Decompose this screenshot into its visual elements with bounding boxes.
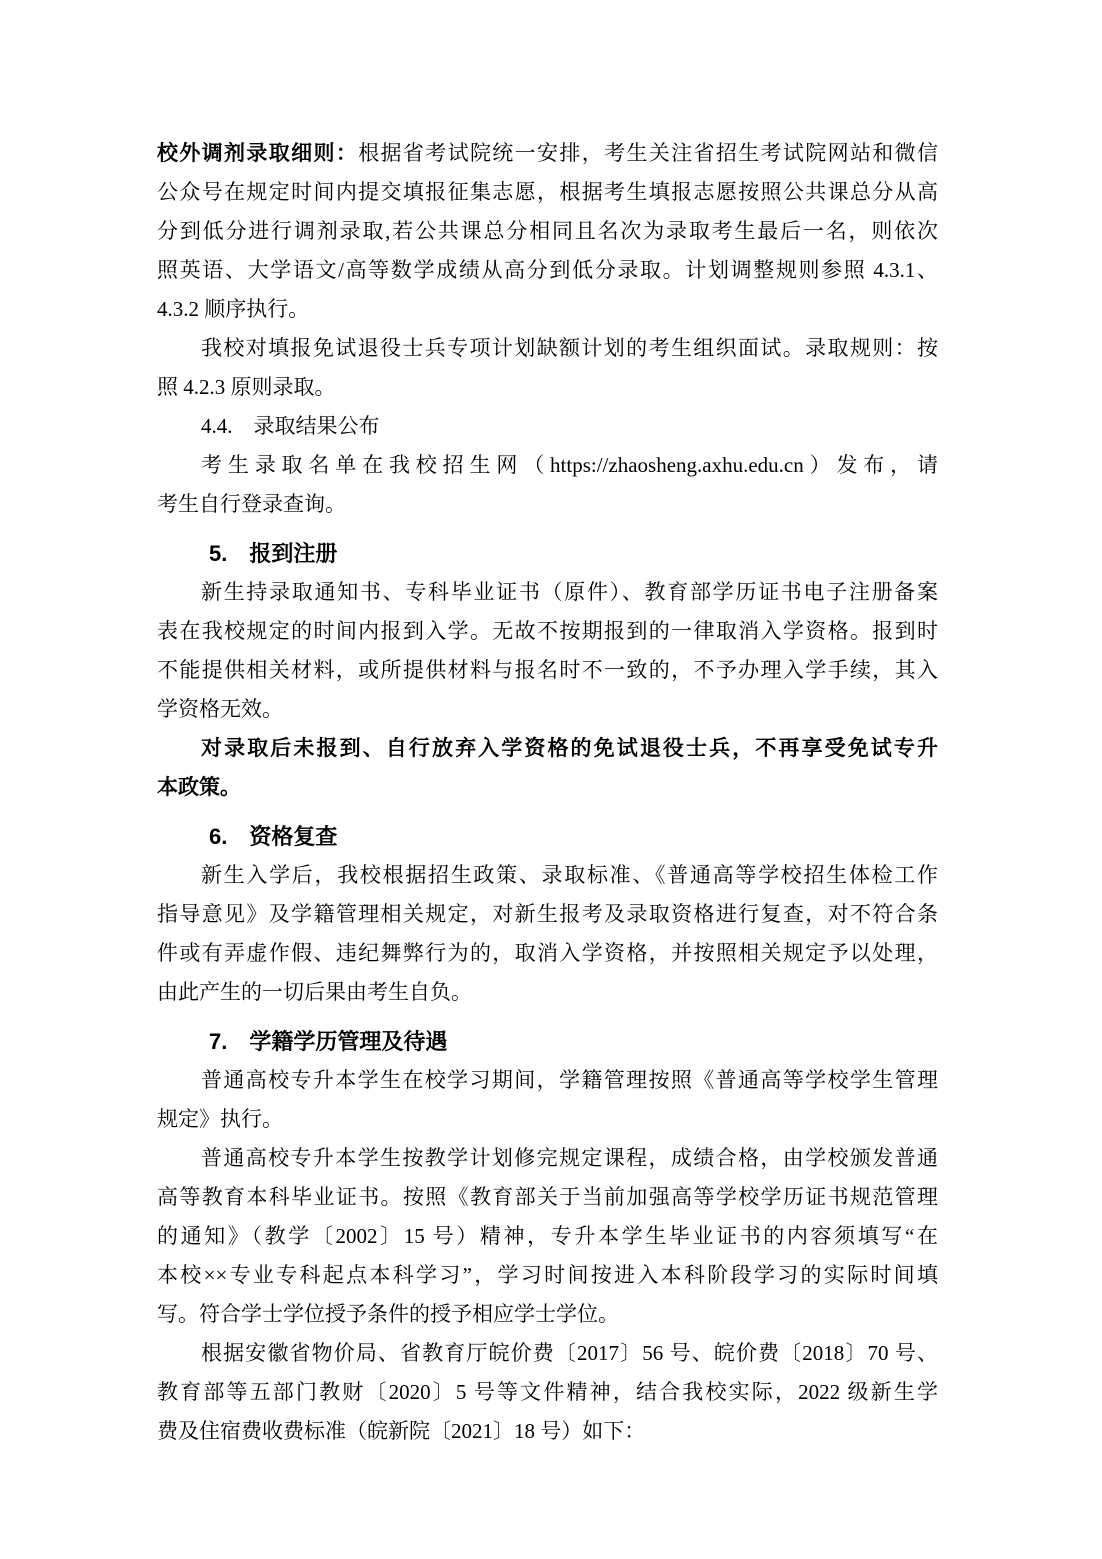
paragraph <box>157 856 938 1012</box>
text-line: 不能提供相关材料，或所提供材料与报名时不一致的，不予办理入学手续，其入 <box>157 658 938 682</box>
text-line: 新生入学后，我校根据招生政策、录取标准、《普通高等学校招生体检工作 <box>201 863 938 887</box>
paragraph <box>157 1061 938 1139</box>
text-line: 本政策。 <box>157 776 241 799</box>
paragraph <box>157 407 938 446</box>
heading-text: 5. 报到注册 <box>209 541 338 566</box>
text-line: 费及住宿费收费标准（皖新院〔2021〕18 号）如下： <box>157 1419 646 1443</box>
text-line: 照 4.2.3 原则录取。 <box>157 375 336 399</box>
section-heading <box>157 1022 938 1061</box>
text-line: 的通知》（教学〔2002〕15 号）精神，专升本学生毕业证书的内容须填写“在 <box>157 1224 938 1248</box>
section-heading <box>157 817 938 856</box>
text-line: 表在我校规定的时间内报到入学。无故不按期报到的一律取消入学资格。报到时 <box>157 619 938 643</box>
paragraph <box>157 1334 938 1451</box>
text-line: 件或有弄虚作假、违纪舞弊行为的，取消入学资格，并按照相关规定予以处理， <box>157 941 938 965</box>
text-line: 照英语、大学语文/高等数学成绩从高分到低分录取。计划调整规则参照 4.3.1、 <box>157 258 938 282</box>
text-line: 考生自行登录查询。 <box>157 492 346 516</box>
text-line <box>157 134 938 173</box>
text-line: 指导意见》及学籍管理相关规定，对新生报考及录取资格进行复查，对不符合条 <box>157 902 938 926</box>
text-line: 普通高校专升本学生按教学计划修完规定课程，成绩合格，由学校颁发普通 <box>201 1146 938 1170</box>
text-line: 4.3.2 顺序执行。 <box>157 297 310 321</box>
text-line: 规定》执行。 <box>157 1107 283 1131</box>
text-line: 对录取后未报到、自行放弃入学资格的免试退役士兵，不再享受免试专升 <box>201 737 938 760</box>
text-line: 分到低分进行调剂录取,若公共课总分相同且名次为录取考生最后一名，则依次 <box>157 219 938 243</box>
text-line: 根据安徽省物价局、省教育厅皖价费〔2017〕56 号、皖价费〔2018〕70 号、 <box>201 1341 938 1365</box>
text-line: 新生持录取通知书、专科毕业证书（原件）、教育部学历证书电子注册备案 <box>201 580 938 604</box>
text-line: 高等教育本科毕业证书。按照《教育部关于当前加强高等学校学历证书规范管理 <box>157 1185 938 1209</box>
paragraph <box>157 1139 938 1334</box>
bold-lead-text: 校外调剂录取细则： <box>157 142 359 165</box>
paragraph <box>157 573 938 729</box>
paragraph <box>157 134 938 329</box>
text-line: 学资格无效。 <box>157 697 283 721</box>
text-line: 4.4. 录取结果公布 <box>201 414 380 438</box>
heading-text: 7. 学籍学历管理及待遇 <box>209 1029 448 1054</box>
text-line: 写。符合学士学位授予条件的授予相应学士学位。 <box>157 1302 619 1326</box>
document-content <box>157 134 938 1451</box>
paragraph <box>157 329 938 407</box>
section-heading <box>157 534 938 573</box>
text-line: 公众号在规定时间内提交填报征集志愿，根据考生填报志愿按照公共课总分从高 <box>157 180 938 204</box>
text-run: 根据省考试院统一安排，考生关注省招生考试院网站和微信 <box>358 141 939 165</box>
text-line: 由此产生的一切后果由考生自负。 <box>157 980 472 1004</box>
text-line: 教育部等五部门教财〔2020〕5 号等文件精神，结合我校实际，2022 级新生学 <box>157 1380 938 1404</box>
text-line: 本校××专业专科起点本科学习”，学习时间按进入本科阶段学习的实际时间填 <box>157 1263 938 1287</box>
bold-paragraph <box>157 729 938 807</box>
heading-text: 6. 资格复查 <box>209 824 338 849</box>
text-line: 考生录取名单在我校招生网（https://zhaosheng.axhu.edu.cn）发布，请 <box>201 453 938 477</box>
text-line: 普通高校专升本学生在校学习期间，学籍管理按照《普通高等学校学生管理 <box>201 1068 938 1092</box>
paragraph <box>157 446 938 524</box>
text-line: 我校对填报免试退役士兵专项计划缺额计划的考生组织面试。录取规则：按 <box>201 336 938 360</box>
